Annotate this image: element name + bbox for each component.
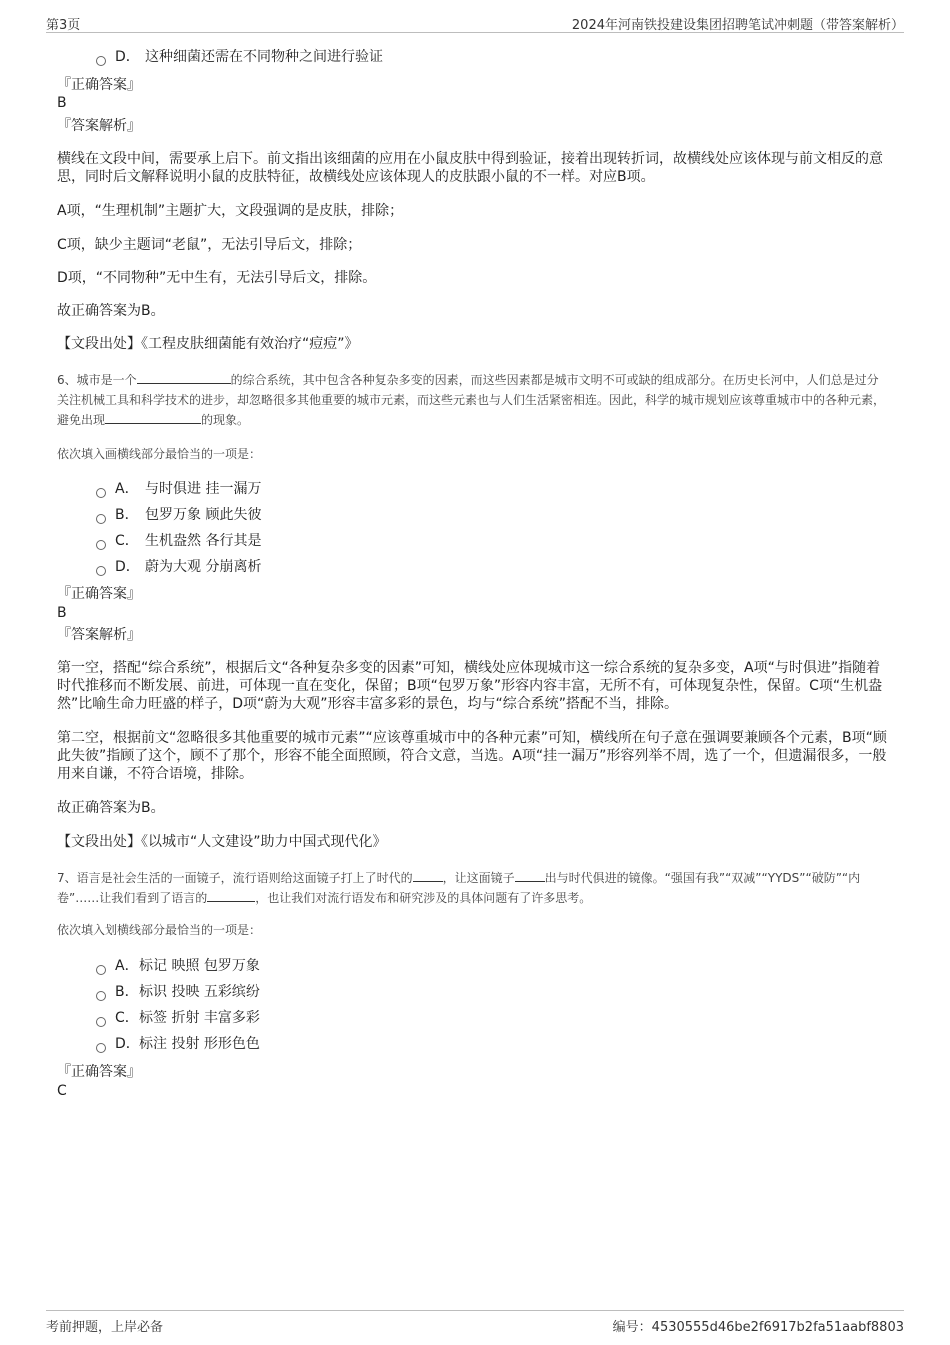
- blank-line: [137, 371, 231, 384]
- q5-option-d[interactable]: D． 这种细菌还需在不同物种之间进行验证: [96, 48, 383, 66]
- q6-analysis-p2: 第二空，根据前文“忽略很多其他重要的城市元素”“应该尊重城市中的各种元素”可知，横线所在句子意在强调要兼顾各个元素，B项“顾此失彼”指顾了这个，顾不了那个，形容不能全面照顾，符合文意，当选。A项“挂一漏万”形容列举不周，选了一个，但遗漏很多，一般用来自谦，不符合语境，排除。: [57, 730, 887, 782]
- radio-icon[interactable]: [96, 965, 106, 975]
- q6-instruction: 依次填入画横线部分最恰当的一项是：: [57, 447, 262, 461]
- q6-analysis-p3: 故正确答案为B。: [57, 800, 165, 816]
- document-title: 2024年河南铁投建设集团招聘笔试冲刺题（带答案解析）: [571, 18, 904, 33]
- q6-option-c[interactable]: C． 生机盎然 各行其是: [96, 532, 261, 550]
- q7-option-a[interactable]: A．标记 映照 包罗万象: [96, 957, 260, 975]
- q6-option-b[interactable]: B． 包罗万象 顾此失彼: [96, 506, 261, 524]
- page-footer: [46, 1310, 904, 1333]
- q6-stem: 6、城市是一个 的综合系统，其中包含各种复杂多变的因素，而这些因素都是城市文明不可或缺的组成部分。在历史长河中，人们总是过分关注机械工具和科学技术的进步，却忽略很多其他重要的城市元素，而这些元素也与人们生活紧密相连。因此，科学的城市规划应该尊重城市中的各种元素，避免出现 的现象。: [57, 373, 886, 427]
- q5-answer: B: [57, 95, 67, 111]
- q7-answer: C: [57, 1083, 67, 1099]
- q6-analysis-p1: 第一空，搭配“综合系统”，根据后文“各种复杂多变的因素”可知，横线处应体现城市这一综合系统的复杂多变，A项“与时俱进”指随着时代推移而不断发展、前进，可体现一直在变化，保留；B项“包罗万象”形容内容丰富，无所不有，可体现复杂性，保留。C项“生机盎然”比喻生命力旺盛的样子，D项“蔚为大观”形容丰富多彩的景色，均与“综合系统”搭配不当，排除。: [57, 660, 883, 712]
- radio-icon[interactable]: [96, 991, 106, 1001]
- blank-line: [105, 411, 201, 424]
- q5-analysis-p4: D项，“不同物种”无中生有，无法引导后文，排除。: [57, 270, 377, 286]
- q7-option-b[interactable]: B．标识 投映 五彩缤纷: [96, 983, 260, 1001]
- radio-icon[interactable]: [96, 566, 106, 576]
- page-number: 第3页: [46, 18, 81, 33]
- q5-analysis-p3: C项，缺少主题词“老鼠”，无法引导后文，排除；: [57, 237, 362, 253]
- blank-line: [207, 889, 255, 902]
- page-header: [46, 12, 904, 33]
- q5-answer-label: 『正确答案』: [57, 77, 141, 93]
- q6-answer-label: 『正确答案』: [57, 586, 141, 602]
- q7-option-c[interactable]: C．标签 折射 丰富多彩: [96, 1009, 260, 1027]
- q7-instruction: 依次填入划横线部分最恰当的一项是：: [57, 923, 262, 937]
- q6-option-a[interactable]: A． 与时俱进 挂一漏万: [96, 480, 261, 498]
- q5-analysis-label: 『答案解析』: [57, 118, 141, 134]
- blank-line: [413, 869, 443, 882]
- document-id: 编号：4530555d46be2f6917b2fa51aabf8803: [612, 1320, 904, 1335]
- radio-icon[interactable]: [96, 540, 106, 550]
- radio-icon[interactable]: [96, 1043, 106, 1053]
- q7-stem: 7、语言是社会生活的一面镜子，流行语则给这面镜子打上了时代的 ，让这面镜子 出与时代俱进的镜像。“强国有我”“双减”“YYDS”“破防”“内卷”……让我们看到了语言的 ，也让我们对流行语发布和研究涉及的具体问题有了许多思考。: [57, 871, 861, 905]
- radio-icon[interactable]: [96, 514, 106, 524]
- q5-analysis-p1: 横线在文段中间，需要承上启下。前文指出该细菌的应用在小鼠皮肤中得到验证，接着出现转折词，故横线处应该体现与前文相反的意思，同时后文解释说明小鼠的皮肤特征，故横线处应该体现人的皮肤跟小鼠的不一样。对应B项。: [57, 151, 883, 185]
- blank-line: [515, 869, 545, 882]
- q5-source: 【文段出处】《工程皮肤细菌能有效治疗“痘痘”》: [57, 336, 359, 352]
- q7-answer-label: 『正确答案』: [57, 1064, 141, 1080]
- q6-option-d[interactable]: D． 蔚为大观 分崩离析: [96, 558, 261, 576]
- q6-source: 【文段出处】《以城市“人文建设”助力中国式现代化》: [57, 834, 387, 850]
- q7-option-d[interactable]: D．标注 投射 形形色色: [96, 1035, 260, 1053]
- radio-icon[interactable]: [96, 56, 106, 66]
- q6-analysis-label: 『答案解析』: [57, 627, 141, 643]
- q6-answer: B: [57, 605, 67, 621]
- radio-icon[interactable]: [96, 1017, 106, 1027]
- q5-analysis-p2: A项，“生理机制”主题扩大，文段强调的是皮肤，排除；: [57, 203, 404, 219]
- q5-analysis-p5: 故正确答案为B。: [57, 303, 165, 319]
- radio-icon[interactable]: [96, 488, 106, 498]
- footer-slogan: 考前押题，上岸必备: [46, 1320, 164, 1335]
